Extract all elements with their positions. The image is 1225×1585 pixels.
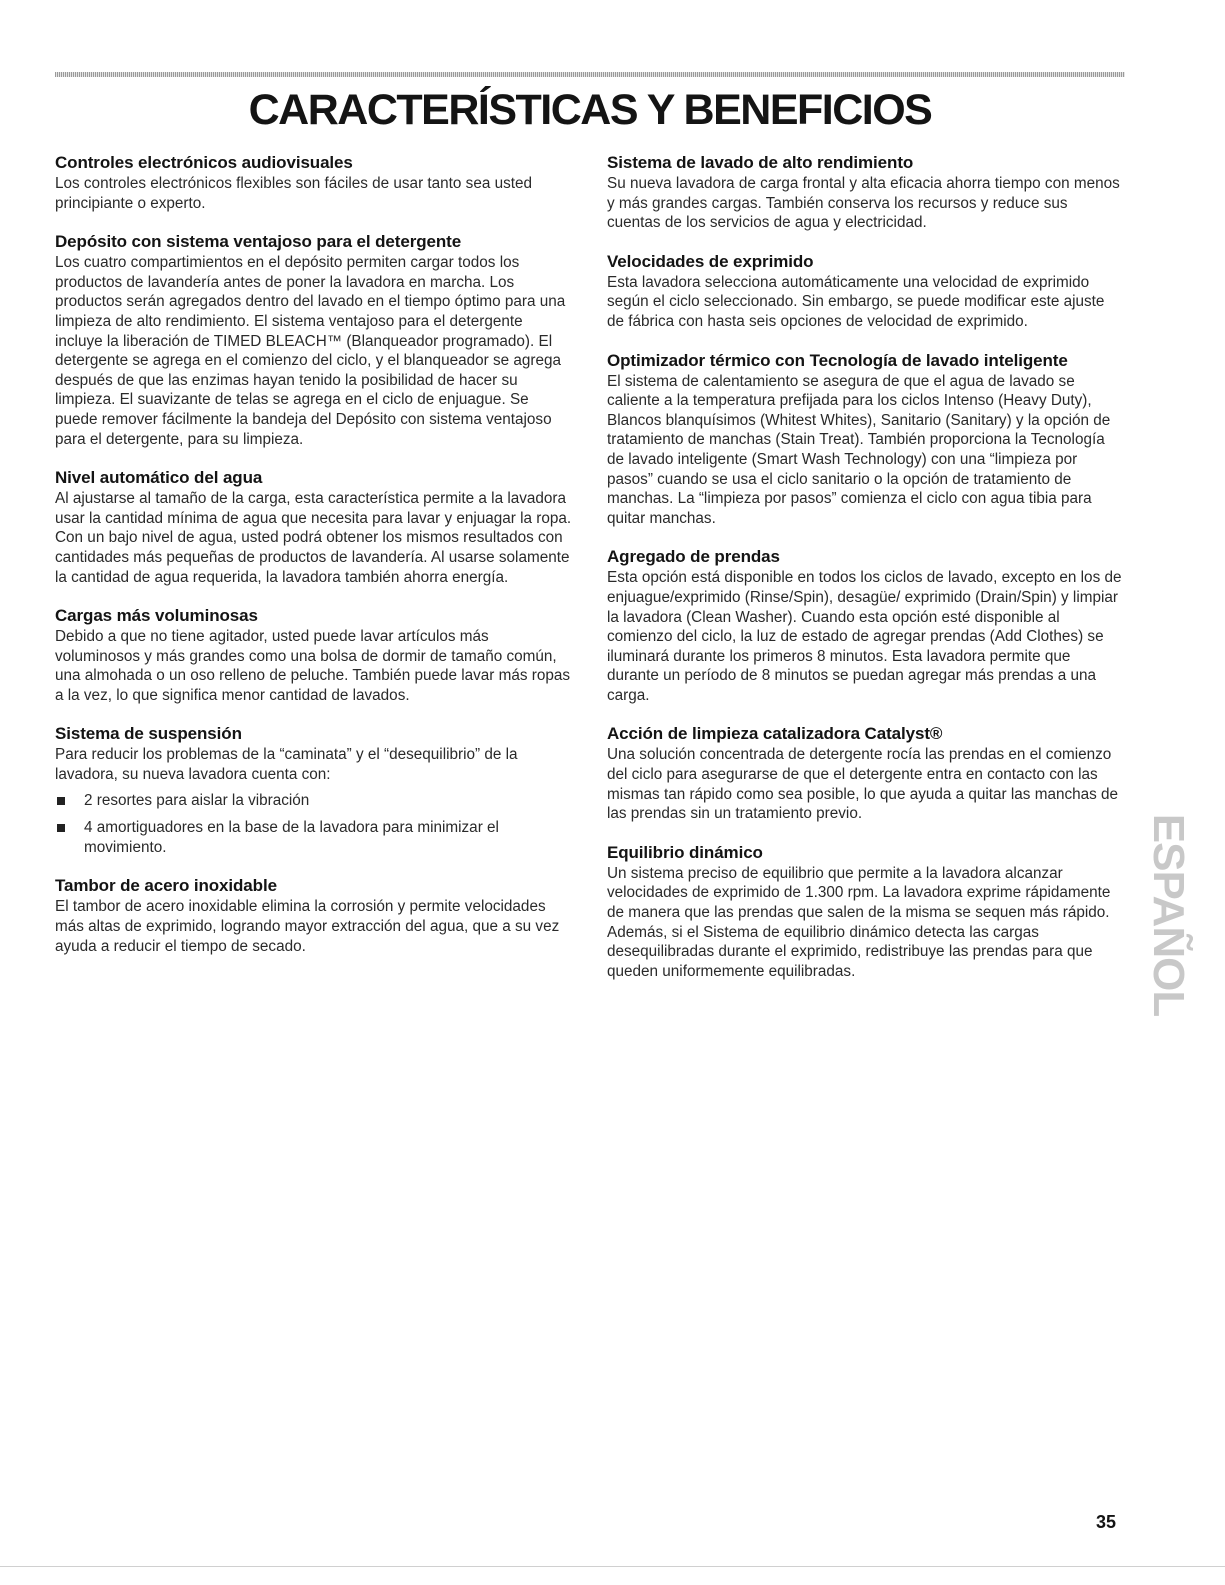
section-heading: Velocidades de exprimido [607, 251, 814, 271]
section-body: Una solución concentrada de detergente rocía las prendas en el comienzo del ciclo para asegurarse de que el detergente entra en contacto con las mismas tan rápido como sea posible, lo que ayuda a quitar las manchas de las prendas sin un tratamiento previo. [607, 746, 1119, 823]
section-deposito [55, 231, 573, 449]
language-side-tab [1144, 813, 1193, 1017]
section-equilibrio [607, 842, 1125, 982]
section-body: Esta opción está disponible en todos los ciclos de lavado, excepto en los de enjuague/exprimido (Rinse/Spin), desagüe/ exprimido (Drain/Spin) y limpiar la lavadora (Clean Washer). Cuando esta opción esté disponible al comienzo del ciclo, la luz de estado de agregar prendas (Add Clothes) se iluminará durante los primeros 8 minutos. Esta lavadora permite que durante un período de 8 minutos se puedan agregar más prendas a una carga. [607, 569, 1122, 704]
section-heading: Controles electrónicos audiovisuales [55, 153, 353, 172]
section-heading: Tambor de acero inoxidable [55, 876, 277, 896]
square-bullet-icon [57, 824, 65, 832]
section-heading: Agregado de prendas [607, 547, 780, 567]
section-velocidades [607, 251, 1125, 332]
section-lavado-alto-rendimiento [607, 152, 1125, 233]
section-heading: Optimizador térmico con Tecnología de lavado inteligente [607, 350, 1068, 370]
section-catalyst [607, 723, 1125, 823]
section-agregado [607, 546, 1125, 705]
bottom-rule [0, 1566, 1225, 1567]
section-controles [55, 152, 573, 213]
section-heading: Sistema de suspensión [55, 724, 242, 744]
section-body: Debido a que no tiene agitador, usted puede lavar artículos más voluminosos y más grandes como una bolsa de dormir de tamaño común, una almohada o un oso relleno de peluche. También puede lavar más ropas a la vez, lo que significa menor cantidad de lavados. [55, 628, 571, 704]
section-heading: Acción de limpieza catalizadora Catalyst® [607, 724, 943, 744]
top-decorative-rule [55, 72, 1125, 77]
section-body: El sistema de calentamiento se asegura de que el agua de lavado se caliente a la temperatura prefijada para los ciclos Intenso (Heavy Duty), Blancos blanquísimos (Whitest Whites), Sanitario (Sanitary) y la opción de tratamiento de manchas (Stain Treat). También proporciona la Tecnología de lavado inteligente (Smart Wash Technology) con una “limpieza por pasos” cuando se usa el ciclo sanitario o la opción de tratamiento de manchas. La “limpieza por pasos” comienza el ciclo con agua tibia para quitar manchas. [607, 372, 1111, 527]
section-body: Su nueva lavadora de carga frontal y alta eficacia ahorra tiempo con menos y más grandes cargas. También conserva los recursos y reduce sus cuentas de los servicios de agua y electricidad. [607, 175, 1120, 232]
section-body: Esta lavadora selecciona automáticamente una velocidad de exprimido según el ciclo seleccionado. Sin embargo, se puede modificar este ajuste de fábrica con hasta seis opciones de velocidad de exprimido. [607, 273, 1105, 330]
section-heading: Nivel automático del agua [55, 468, 263, 488]
page-number: 35 [1096, 1512, 1117, 1532]
section-nivel-agua [55, 467, 573, 587]
section-optimizador [607, 350, 1125, 529]
section-tambor [55, 875, 573, 956]
page-title: CARACTERÍSTICAS Y BENEFICIOS [248, 86, 932, 134]
left-column [55, 152, 573, 974]
section-body: Los controles electrónicos flexibles son fáciles de usar tanto sea usted principiante o experto. [55, 175, 533, 212]
section-cargas [55, 605, 573, 705]
side-tab-label: ESPAÑOL [1144, 813, 1193, 1017]
section-body: Al ajustarse al tamaño de la carga, esta característica permite a la lavadora usar la cantidad mínima de agua que necesita para lavar y enjuagar la ropa. Con un bajo nivel de agua, usted podrá obtener los mismos resultados con cantidades más pequeñas de productos de lavandería. Al usarse solamente la cantidad de agua requerida, la lavadora también ahorra energía. [55, 490, 572, 586]
section-heading: Depósito con sistema ventajoso para el detergente [55, 232, 462, 252]
list-item-text: 2 resortes para aislar la vibración [84, 791, 310, 809]
bullet-list [55, 791, 573, 858]
list-item-text: 4 amortiguadores en la base de la lavadora para minimizar el movimiento. [84, 819, 499, 856]
list-item [55, 791, 573, 811]
square-bullet-icon [57, 797, 65, 805]
section-body: Para reducir los problemas de la “caminata” y el “desequilibrio” de la lavadora, su nueva lavadora cuenta con: [55, 746, 518, 784]
section-body: El tambor de acero inoxidable elimina la corrosión y permite velocidades más altas de exprimido, logrando mayor extracción del agua, que a su vez ayuda a reducir el tiempo de secado. [55, 898, 560, 955]
section-suspension [55, 723, 573, 857]
list-item [55, 818, 573, 857]
section-body: Un sistema preciso de equilibrio que permite a la lavadora alcanzar velocidades de exprimido de 1.300 rpm. La lavadora exprime rápidamente de manera que las prendas que salen de la misma se sequen más rápido. Además, si el Sistema de equilibrio dinámico detecta las cargas desequilibradas durante el exprimido, redistribuye las prendas para que queden uniformemente equilibradas. [607, 864, 1111, 980]
section-heading: Equilibrio dinámico [607, 842, 763, 862]
right-column [607, 152, 1125, 999]
section-heading: Sistema de lavado de alto rendimiento [607, 153, 914, 172]
section-heading: Cargas más voluminosas [55, 606, 258, 626]
section-body: Los cuatro compartimientos en el depósito permiten cargar todos los productos de lavandería antes de poner la lavadora en marcha. Los productos serán agregados dentro del lavado en el tiempo óptimo para una limpieza de alto rendimiento. El sistema ventajoso para el detergente incluye la liberación de TIMED BLEACH™ (Blanqueador programado). El detergente se agrega en el comienzo del ciclo, y el blanqueador se agrega después de que las enzimas hayan tenido la posibilidad de hacer su limpieza. El suavizante de telas se agrega en el ciclo de enjuague. Se puede remover fácilmente la bandeja del Depósito con sistema ventajoso para el detergente, para su limpieza. [55, 254, 566, 448]
